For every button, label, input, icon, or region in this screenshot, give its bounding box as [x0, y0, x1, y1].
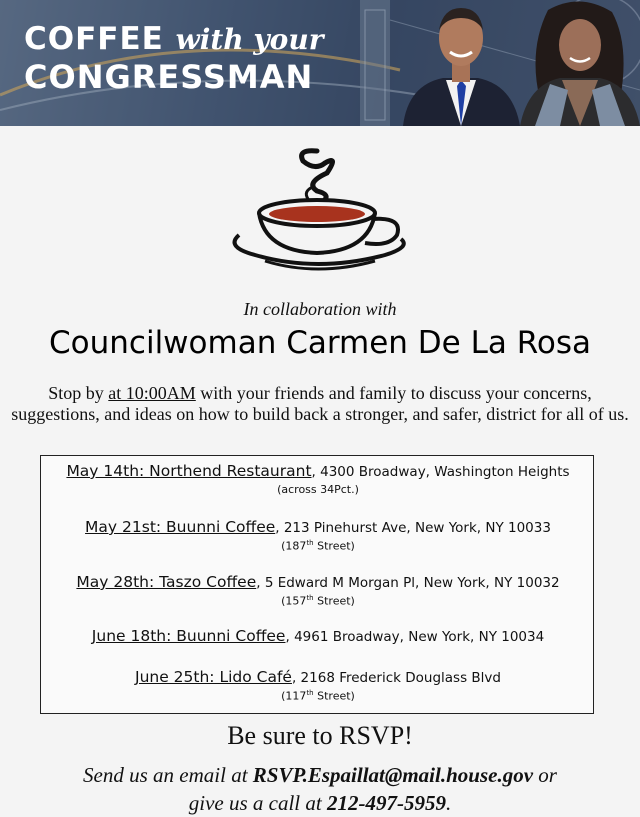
event-cross-street: (across 34Pct.)	[277, 483, 359, 496]
congressman-photo	[398, 0, 523, 126]
event-schedule-box	[40, 455, 594, 714]
event-title: June 18th: Buunni Coffee	[91, 627, 286, 645]
intro-suffix: with your friends and family to discuss your concerns, suggestions, and ideas on how to build back a stronger, and safer, district for all of us.	[11, 383, 629, 424]
contact-phone-prefix: give us a call at	[188, 791, 327, 815]
event-address: , 213 Pinehurst Ave, New York, NY 10033	[275, 520, 551, 536]
event-title: June 25th: Lido Café	[135, 668, 292, 686]
event-cross-street: (117th Street)	[281, 689, 355, 703]
header-banner	[0, 0, 640, 126]
event-title: May 28th: Taszo Coffee	[76, 573, 257, 591]
rsvp-heading: Be sure to RSVP!	[227, 721, 413, 750]
banner-title-script: with your	[175, 23, 324, 56]
banner-title	[24, 21, 324, 96]
event-cross-street: (187th Street)	[281, 539, 355, 553]
councilwoman-name: Councilwoman Carmen De La Rosa	[49, 325, 591, 361]
intro-prefix: Stop by	[48, 383, 109, 403]
councilwoman-photo	[520, 0, 640, 126]
event-address: , 2168 Frederick Douglass Blvd	[291, 670, 501, 686]
event-title: May 21st: Buunni Coffee	[85, 518, 276, 536]
intro-paragraph	[6, 383, 634, 425]
event-address: , 4300 Broadway, Washington Heights	[311, 464, 570, 480]
event-item	[41, 627, 595, 645]
contact-info	[0, 761, 640, 817]
coffee-cup-icon	[225, 143, 415, 278]
banner-title-line2: CONGRESSMAN	[24, 58, 314, 96]
contact-email-prefix: Send us an email at	[83, 763, 253, 787]
event-item	[41, 668, 595, 703]
event-title: May 14th: Northend Restaurant	[66, 462, 312, 480]
event-item	[41, 518, 595, 553]
contact-phone[interactable]: 212-497-5959	[326, 791, 446, 815]
contact-email[interactable]: RSVP.Espaillat@mail.house.gov	[252, 763, 534, 787]
collaboration-text: In collaboration with	[243, 299, 397, 319]
event-address: , 4961 Broadway, New York, NY 10034	[285, 629, 545, 645]
banner-title-line1: COFFEE	[24, 21, 164, 57]
contact-email-suffix: or	[533, 763, 557, 787]
intro-time: at 10:00AM	[108, 383, 196, 403]
contact-phone-suffix: .	[445, 791, 452, 815]
event-item	[41, 462, 595, 496]
event-cross-street: (157th Street)	[281, 594, 355, 608]
event-item	[41, 573, 595, 608]
event-address: , 5 Edward M Morgan Pl, New York, NY 10032	[256, 575, 560, 591]
